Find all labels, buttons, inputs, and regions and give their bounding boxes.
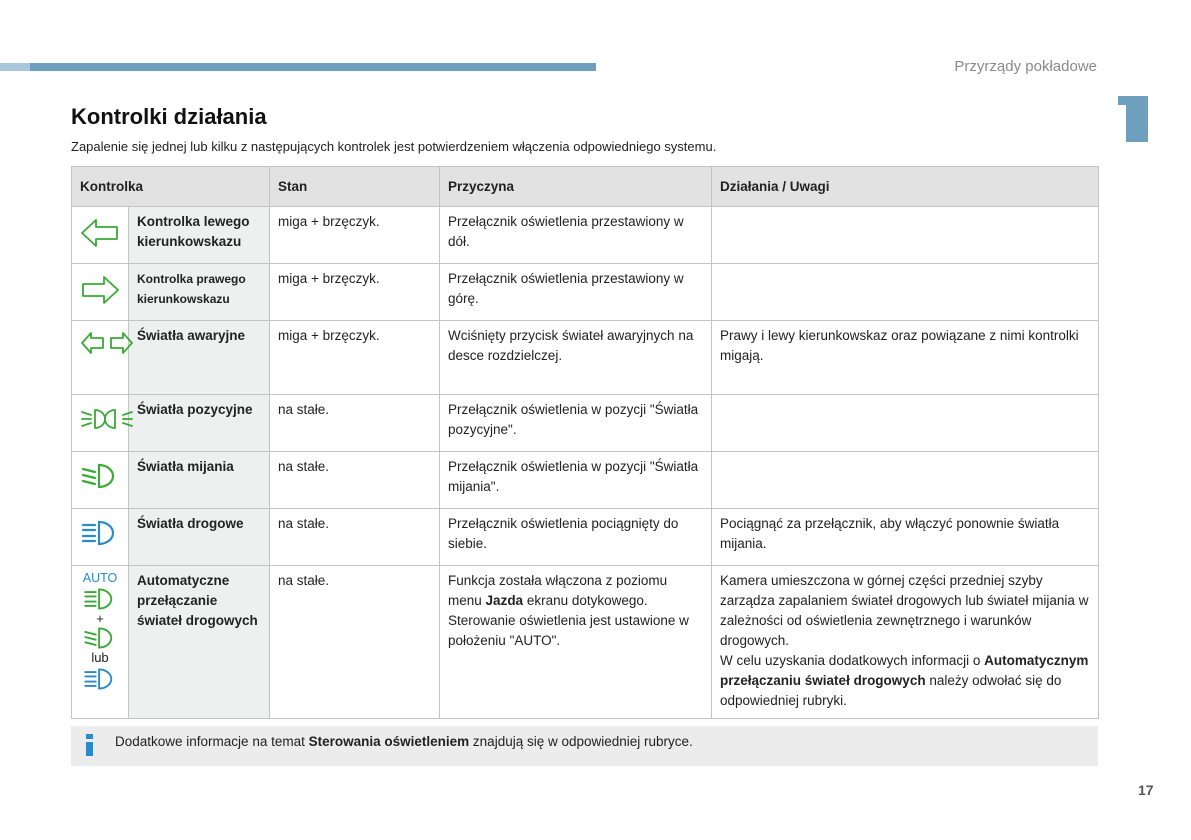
column-header: Przyczyna xyxy=(440,167,712,207)
position-lights-icon xyxy=(80,404,134,434)
or-label: lub xyxy=(91,650,109,665)
auto-main-beam-icon xyxy=(80,586,120,612)
table-row xyxy=(72,207,1099,264)
icon-cell xyxy=(72,395,129,452)
table-row xyxy=(72,509,1099,566)
dipped-beam-icon xyxy=(80,625,120,651)
column-header: Stan xyxy=(270,167,440,207)
light-name: Światła drogowe xyxy=(129,509,270,566)
info-text: Dodatkowe informacje na temat Sterowania oświetleniem znajdują się w odpowiedniej rubryce. xyxy=(115,734,693,749)
page-title: Kontrolki działania xyxy=(71,104,267,129)
info-box xyxy=(71,726,1098,766)
light-state: miga + brzęczyk. xyxy=(270,207,440,264)
light-cause: Przełącznik oświetlenia przestawiony w dół. xyxy=(440,207,712,264)
light-cause: Przełącznik oświetlenia pociągnięty do siebie. xyxy=(440,509,712,566)
icon-cell xyxy=(72,452,129,509)
light-state: miga + brzęczyk. xyxy=(270,321,440,395)
warning-lights-table xyxy=(71,166,1099,719)
light-name: Kontrolka lewego kierunkowskazu xyxy=(129,207,270,264)
table-row xyxy=(72,566,1099,719)
table-row xyxy=(72,321,1099,395)
light-name: Automatyczne przełączanie świateł drogowych xyxy=(129,566,270,719)
light-action xyxy=(712,395,1099,452)
column-header: Kontrolka xyxy=(72,167,270,207)
right-turn-arrow-icon xyxy=(80,273,120,307)
icon-cell xyxy=(72,321,129,395)
light-state: miga + brzęczyk. xyxy=(270,264,440,321)
section-label: Przyrządy pokładowe xyxy=(954,58,1097,75)
light-action xyxy=(712,452,1099,509)
info-icon xyxy=(85,734,94,756)
icon-cell xyxy=(72,264,129,321)
hazard-arrows-icon xyxy=(80,328,134,358)
main-beam-icon xyxy=(80,518,120,548)
left-turn-arrow-icon xyxy=(80,216,120,250)
light-cause: Przełącznik oświetlenia przestawiony w górę. xyxy=(440,264,712,321)
light-action xyxy=(712,264,1099,321)
dipped-beam-icon xyxy=(80,461,120,491)
light-name: Światła mijania xyxy=(129,452,270,509)
intro-text: Zapalenie się jednej lub kilku z następujących kontrolek jest potwierdzeniem włączenia odpowiedniego systemu. xyxy=(71,139,717,154)
main-beam-icon xyxy=(80,666,120,692)
light-state: na stałe. xyxy=(270,452,440,509)
light-cause: Przełącznik oświetlenia w pozycji "Światła mijania". xyxy=(440,452,712,509)
table-row xyxy=(72,264,1099,321)
table-row xyxy=(72,395,1099,452)
light-name: Światła awaryjne xyxy=(129,321,270,395)
light-action xyxy=(712,207,1099,264)
light-cause: Przełącznik oświetlenia w pozycji "Światła pozycyjne". xyxy=(440,395,712,452)
light-cause: Wciśnięty przycisk świateł awaryjnych na desce rozdzielczej. xyxy=(440,321,712,395)
icon-cell xyxy=(72,566,129,719)
light-cause: Funkcja została włączona z poziomu menu Jazda ekranu dotykowego. Sterowanie oświetlenia jest ustawione w położeniu "AUTO". xyxy=(440,566,712,719)
light-state: na stałe. xyxy=(270,395,440,452)
light-name: Kontrolka prawego kierunkowskazu xyxy=(129,264,270,321)
chapter-number-marker xyxy=(1126,96,1148,142)
light-action: Kamera umieszczona w górnej części przedniej szyby zarządza zapalaniem świateł drogowych lub świateł mijania w zależności od oświetlenia zewnętrznego i warunków drogowych. W celu uzyskania dodatkowych informacji o Automatycznym przełączaniu świateł drogowych należy odwołać się do odpowiedniej rubryki. xyxy=(712,566,1099,719)
icon-cell xyxy=(72,509,129,566)
light-name: Światła pozycyjne xyxy=(129,395,270,452)
icon-cell xyxy=(72,207,129,264)
page-number: 17 xyxy=(1138,782,1154,798)
top-accent-bar xyxy=(0,63,596,71)
table-header-row xyxy=(72,167,1099,207)
auto-label: AUTO xyxy=(82,571,118,585)
light-state: na stałe. xyxy=(270,566,440,719)
table-row xyxy=(72,452,1099,509)
column-header: Działania / Uwagi xyxy=(712,167,1099,207)
light-action: Pociągnąć za przełącznik, aby włączyć ponownie światła mijania. xyxy=(712,509,1099,566)
plus-sign: + xyxy=(96,611,104,626)
light-action: Prawy i lewy kierunkowskaz oraz powiązane z nimi kontrolki migają. xyxy=(712,321,1099,395)
light-state: na stałe. xyxy=(270,509,440,566)
